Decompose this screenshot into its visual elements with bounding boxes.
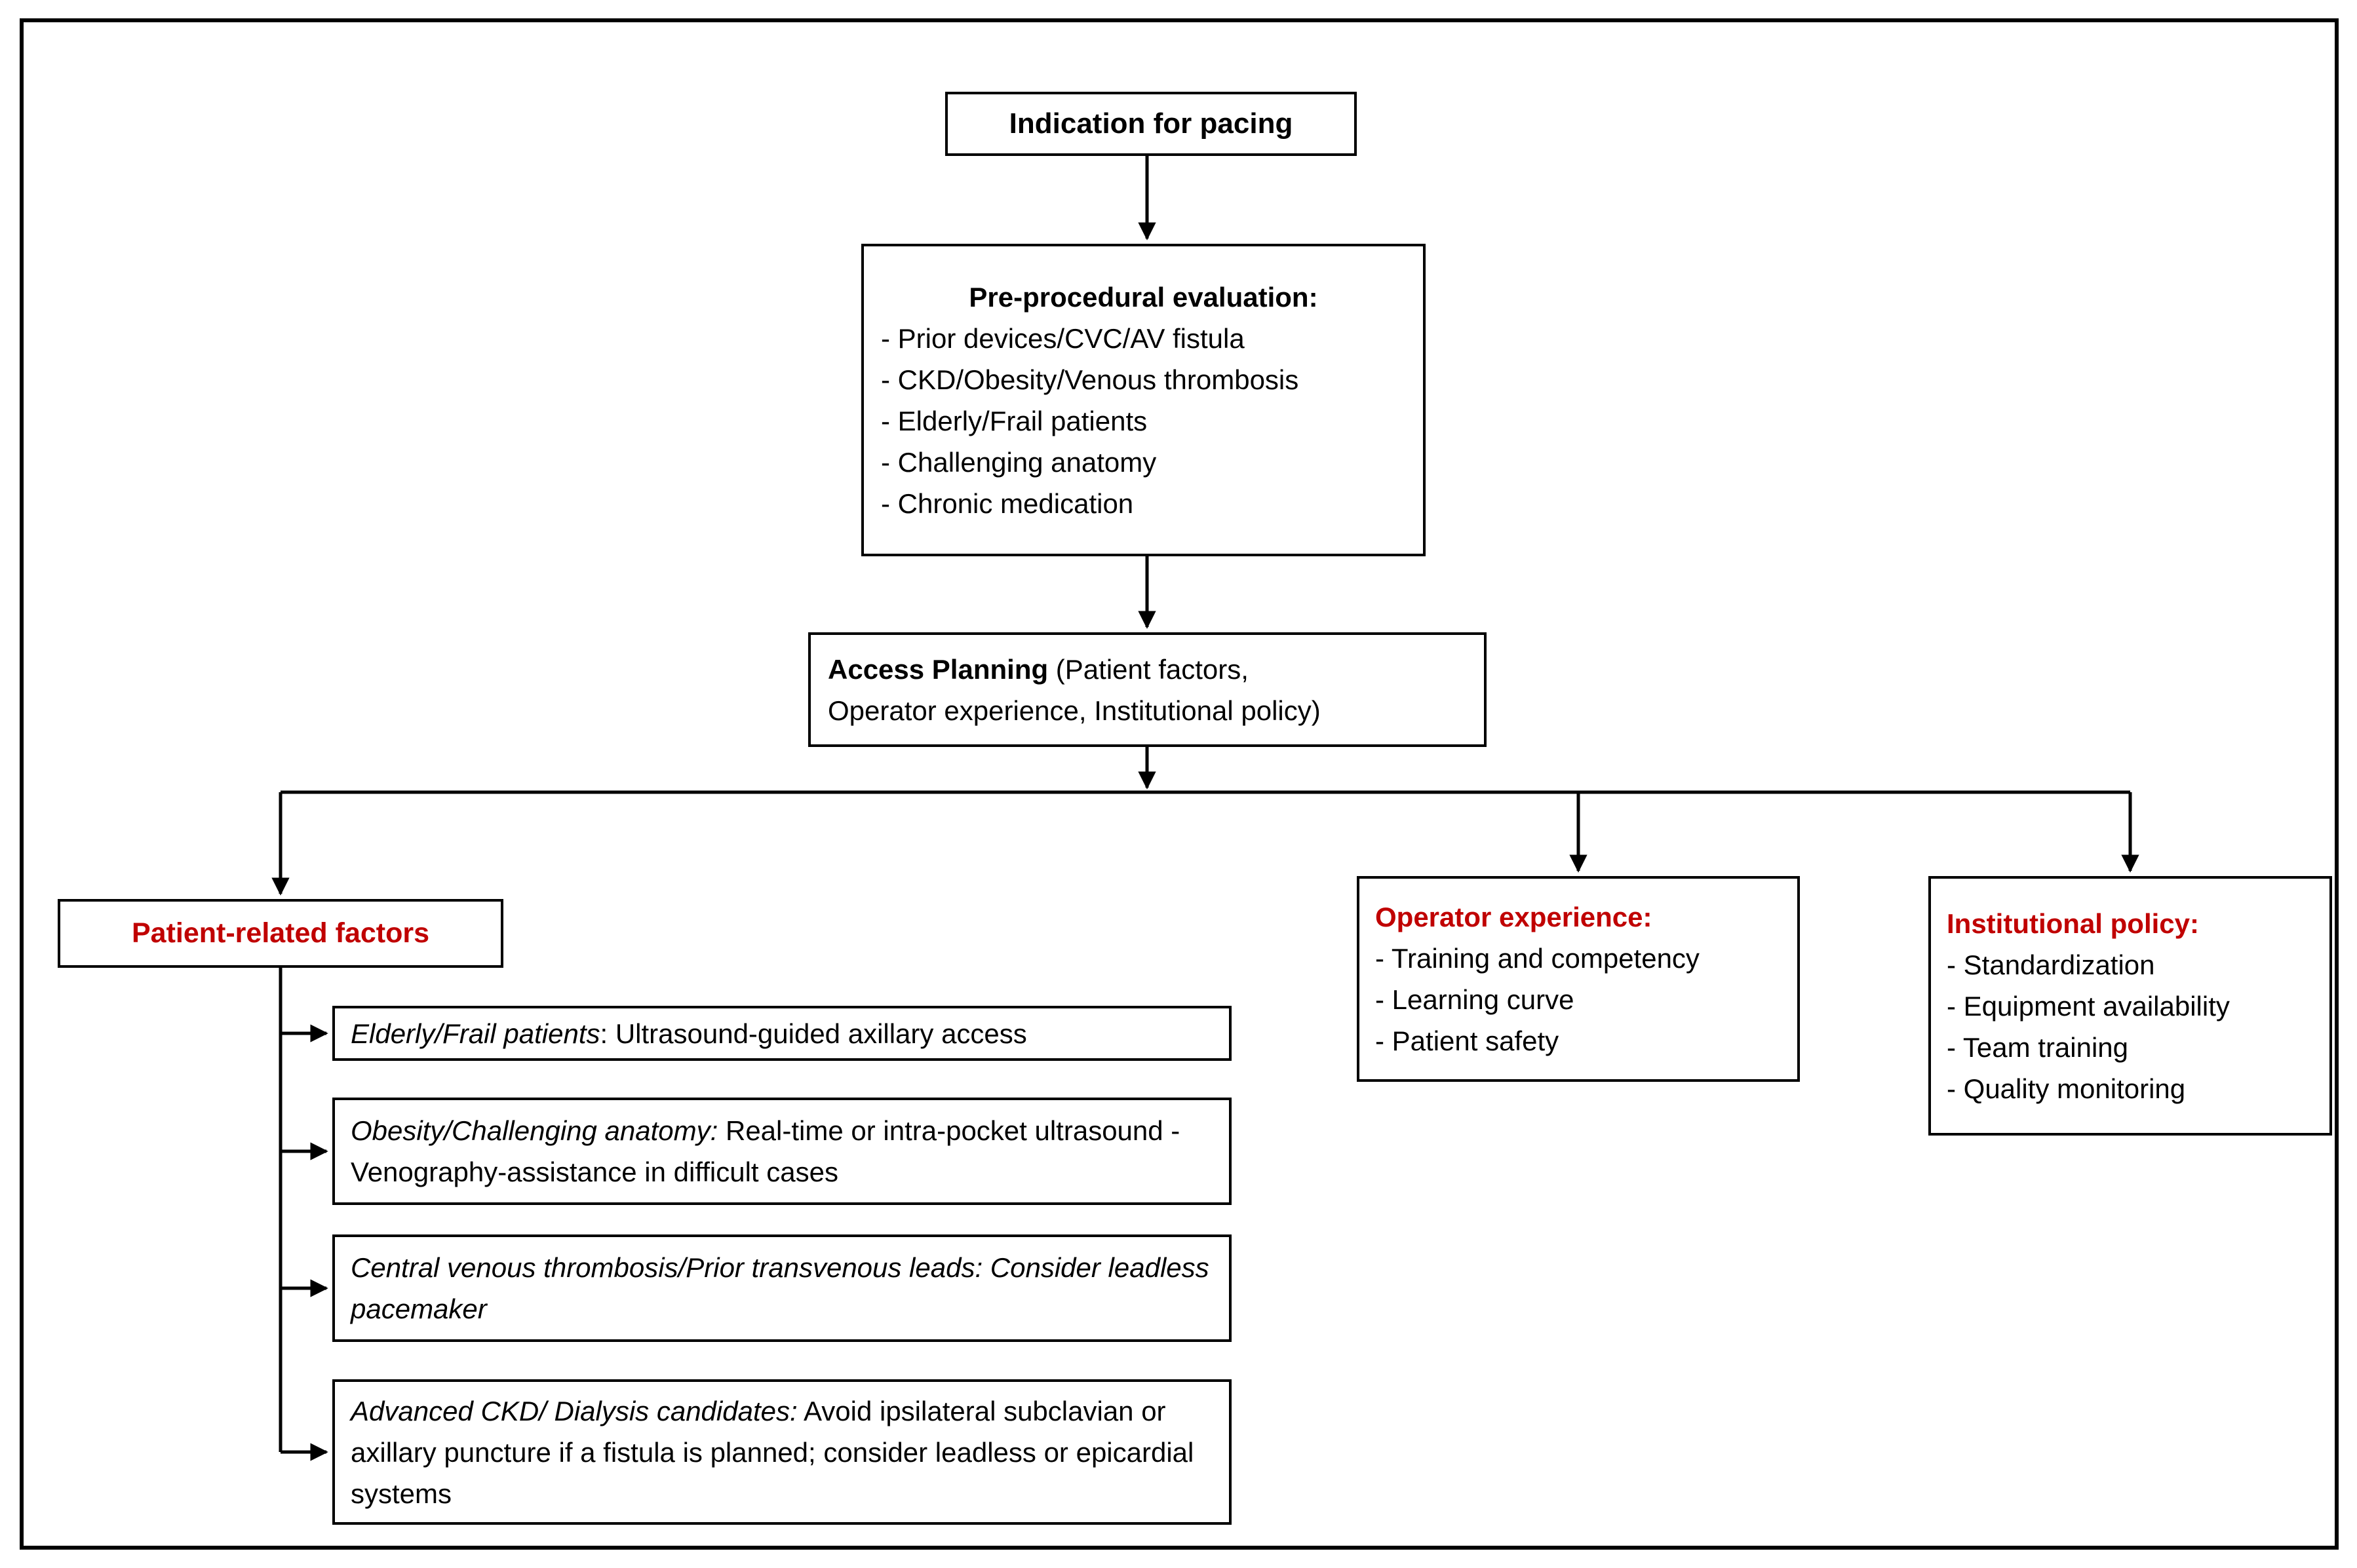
pre-procedural-item: - Challenging anatomy bbox=[881, 446, 1157, 478]
access-planning-title: Access Planning bbox=[828, 653, 1049, 685]
access-planning-box bbox=[808, 632, 1487, 747]
operator-experience-title: Operator experience: bbox=[1375, 902, 1652, 932]
patient-factor-box-obesity bbox=[332, 1098, 1232, 1205]
operator-experience-box bbox=[1357, 876, 1800, 1082]
indication-box bbox=[945, 92, 1357, 156]
pre-procedural-item: - CKD/Obesity/Venous thrombosis bbox=[881, 364, 1299, 395]
indication-title: Indication for pacing bbox=[1009, 107, 1293, 140]
access-planning-line1 bbox=[828, 649, 1467, 690]
patient-factor-box-elderly bbox=[332, 1006, 1232, 1061]
pre-procedural-item: - Elderly/Frail patients bbox=[881, 405, 1148, 436]
institutional-policy-item: - Team training bbox=[1947, 1031, 2129, 1063]
patient-factor-rest: Real-time or intra-pocket ultrasound - Venography-assistance in difficult cases bbox=[351, 1115, 1180, 1187]
patient-factor-lead: Obesity/Challenging anatomy: bbox=[351, 1115, 718, 1146]
institutional-policy-box bbox=[1928, 876, 2332, 1136]
patient-related-factors-box bbox=[58, 899, 503, 968]
pre-procedural-box bbox=[861, 244, 1426, 556]
operator-experience-item: - Patient safety bbox=[1375, 1025, 1559, 1056]
pre-procedural-item: - Prior devices/CVC/AV fistula bbox=[881, 322, 1245, 354]
operator-experience-item: - Training and competency bbox=[1375, 943, 1700, 974]
pre-procedural-item: - Chronic medication bbox=[881, 488, 1134, 519]
access-planning-line2: Operator experience, Institutional policy) bbox=[828, 695, 1321, 726]
patient-factor-text bbox=[351, 1390, 1213, 1514]
institutional-policy-item: - Equipment availability bbox=[1947, 990, 2230, 1022]
patient-factor-box-ckd bbox=[332, 1379, 1232, 1525]
patient-factor-rest: Avoid ipsilateral subclavian or axillary puncture if a fistula is planned; consider leadless or epicardial systems bbox=[351, 1395, 1194, 1509]
access-planning-line1-rest: (Patient factors, bbox=[1048, 653, 1249, 685]
patient-factor-lead: Advanced CKD/ Dialysis candidates: bbox=[351, 1395, 798, 1426]
patient-factor-text bbox=[351, 1013, 1213, 1054]
patient-related-factors-title: Patient-related factors bbox=[131, 917, 430, 949]
patient-factor-lead: Elderly/Frail patients bbox=[351, 1018, 600, 1049]
institutional-policy-title: Institutional policy: bbox=[1947, 908, 2199, 939]
patient-factor-rest: : Ultrasound-guided axillary access bbox=[600, 1018, 1027, 1049]
patient-factor-box-thrombosis bbox=[332, 1234, 1232, 1342]
pre-procedural-title: Pre-procedural evaluation: bbox=[969, 281, 1318, 313]
patient-factor-text bbox=[351, 1247, 1213, 1329]
institutional-policy-item: - Quality monitoring bbox=[1947, 1073, 2186, 1104]
institutional-policy-item: - Standardization bbox=[1947, 949, 2155, 980]
patient-factor-text bbox=[351, 1110, 1213, 1193]
patient-factor-lead: Central venous thrombosis/Prior transvenous leads: Consider leadless pacemaker bbox=[351, 1252, 1209, 1324]
operator-experience-item: - Learning curve bbox=[1375, 984, 1574, 1015]
